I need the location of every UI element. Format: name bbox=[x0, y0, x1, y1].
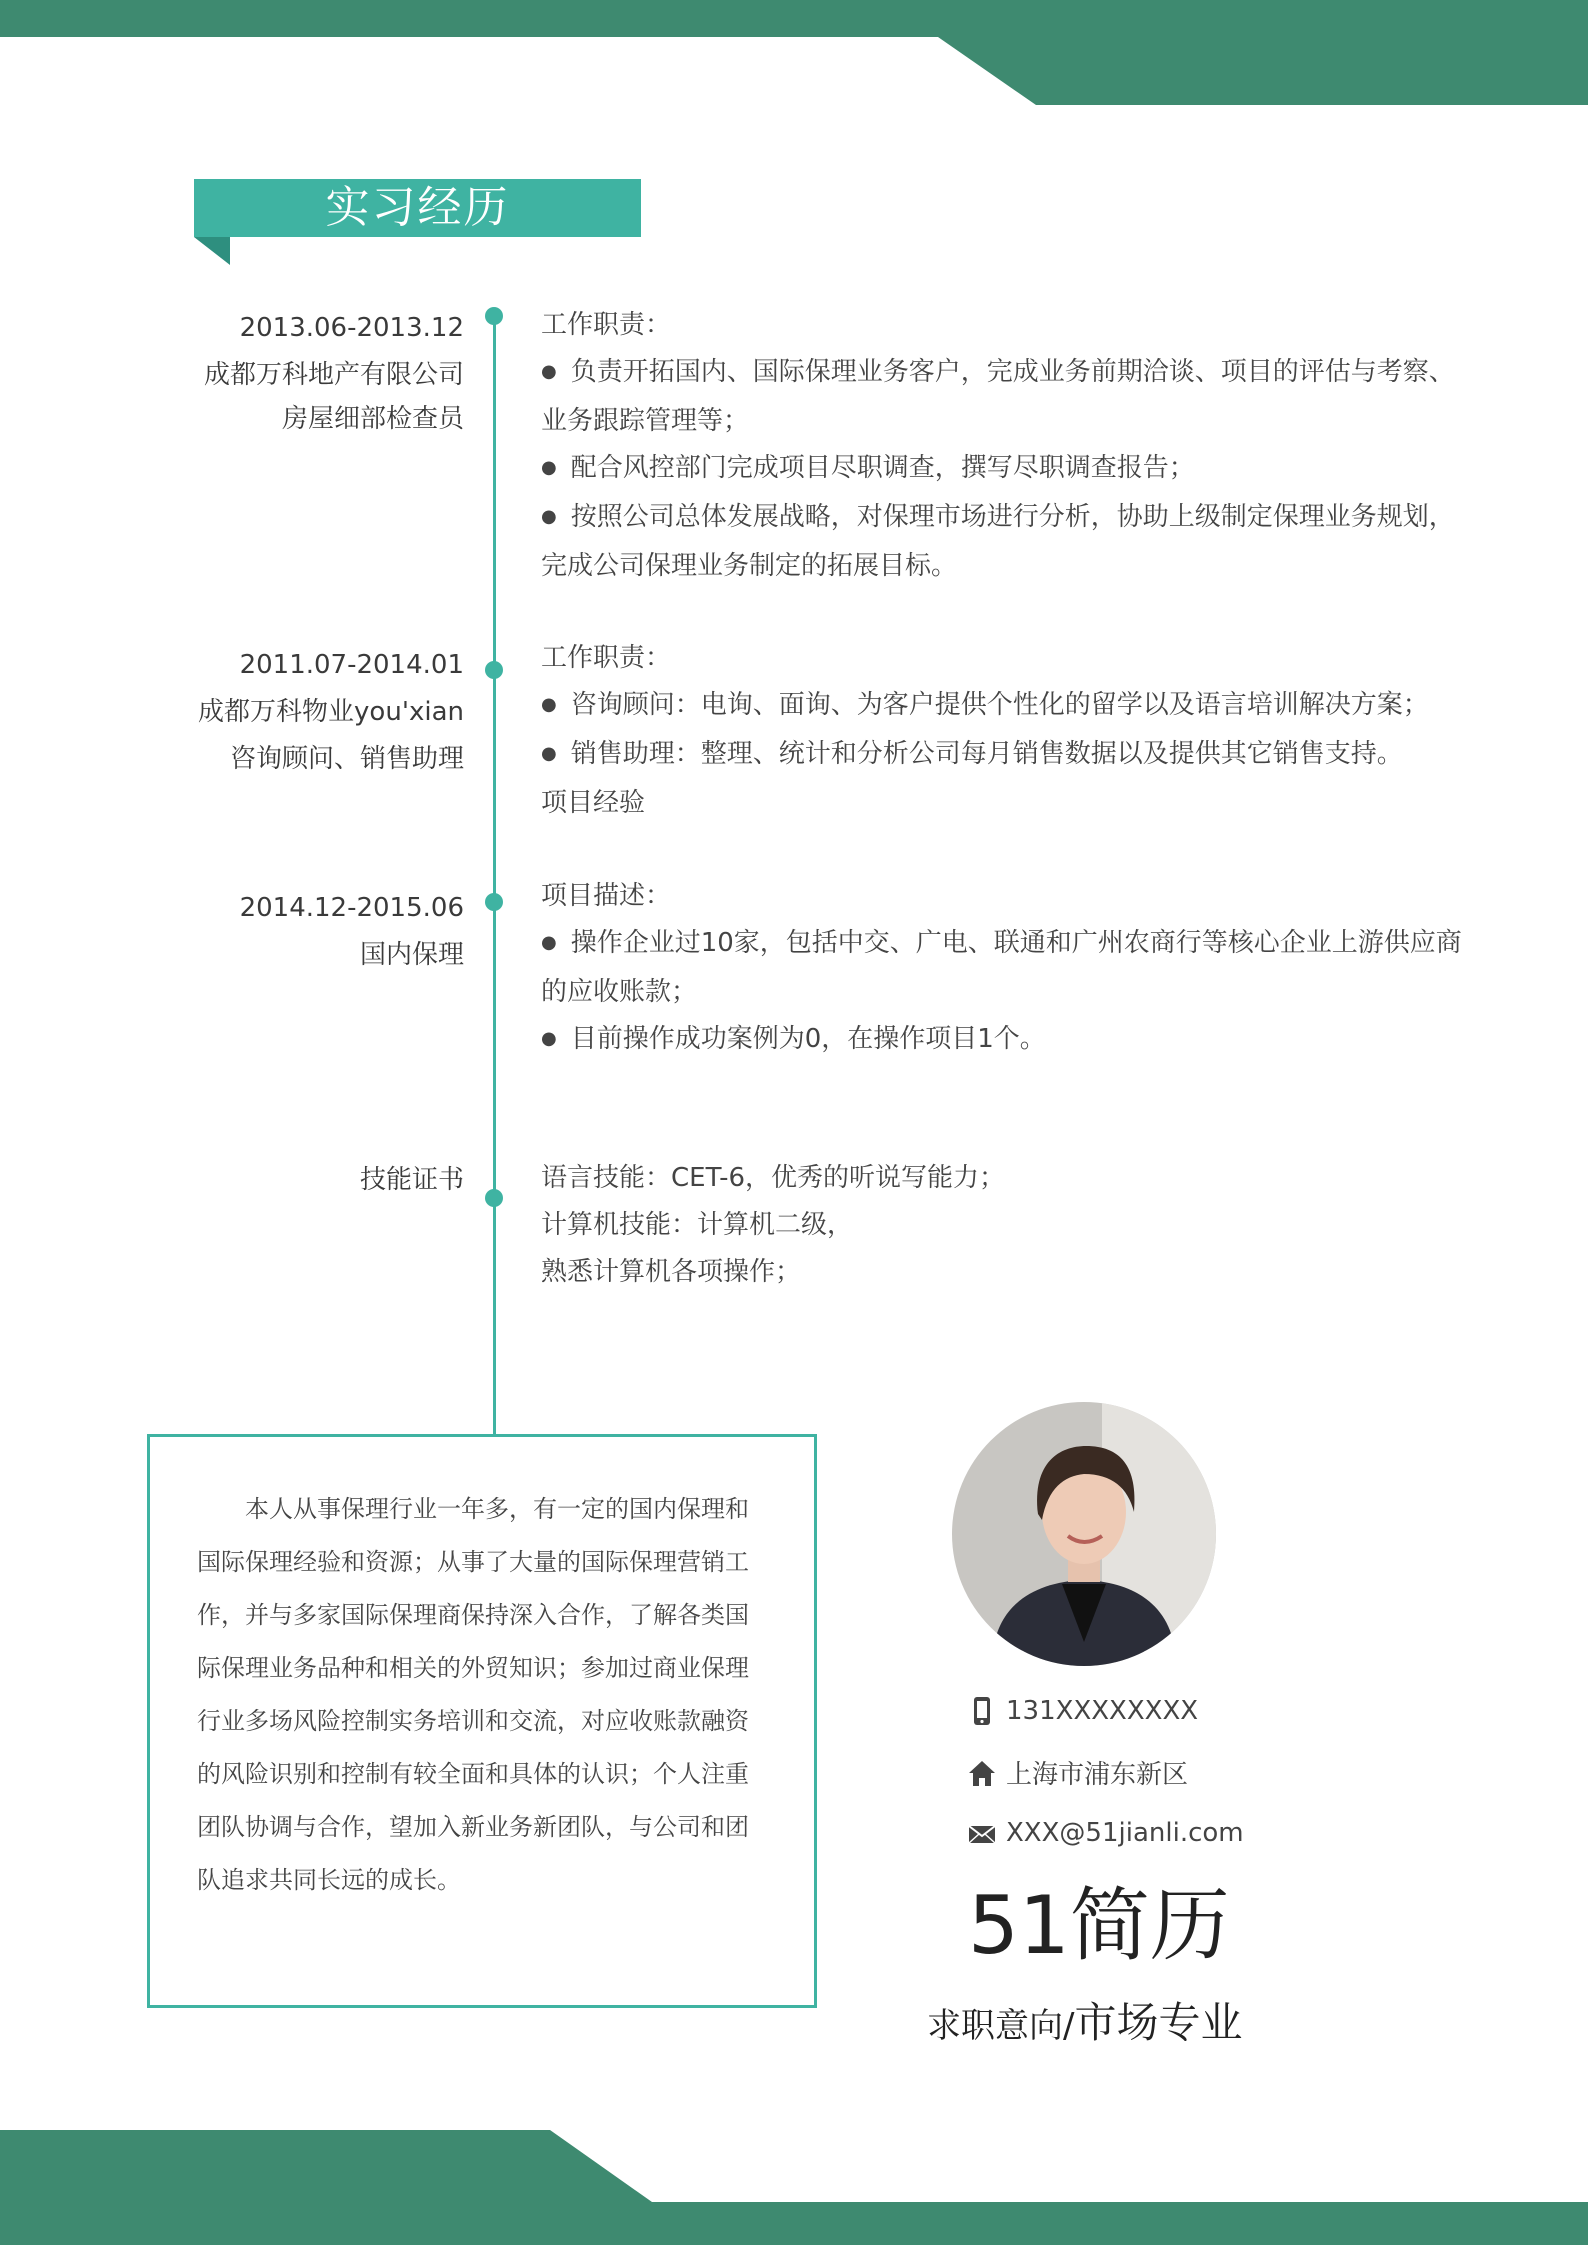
job-intent-value: 市场专业 bbox=[1074, 1998, 1243, 2047]
experience-bullet: ● 目前操作成功案例为0，在操作项目1个。 bbox=[541, 1016, 1471, 1065]
experience-meta bbox=[198, 642, 464, 783]
address-text: 上海市浦东新区 bbox=[1006, 1760, 1189, 1790]
title-fold-decoration bbox=[194, 237, 230, 265]
experience-company: 成都万科物业you'xian bbox=[198, 697, 464, 727]
skills-label: 技能证书 bbox=[359, 1165, 464, 1195]
experience-meta bbox=[240, 885, 464, 979]
experience-date: 2011.07-2014.01 bbox=[239, 650, 464, 680]
home-icon bbox=[968, 1758, 996, 1788]
experience-bullet: ● 咨询顾问：电询、面询、为客户提供个性化的留学以及语言培训解决方案； bbox=[541, 682, 1471, 731]
phone-text: 131XXXXXXXX bbox=[1006, 1696, 1199, 1726]
timeline-dot bbox=[485, 1189, 503, 1207]
experience-bullet: ● 按照公司总体发展战略，对保理市场进行分析，协助上级制定保理业务规划，完成公司保理业务制定的拓展目标。 bbox=[541, 494, 1471, 590]
experience-bullet: ● 销售助理：整理、统计和分析公司每月销售数据以及提供其它销售支持。 bbox=[541, 731, 1471, 780]
experience-meta bbox=[204, 305, 464, 439]
mobile-phone-icon bbox=[968, 1696, 996, 1726]
experience-bullet: ● 操作企业过10家，包括中交、广电、联通和广州农商行等核心企业上游供应商的应收账款； bbox=[541, 920, 1471, 1016]
experience-bullet: ● 负责开拓国内、国际保理业务客户，完成业务前期洽谈、项目的评估与考察、业务跟踪管理等； bbox=[541, 349, 1471, 445]
experience-date: 2013.06-2013.12 bbox=[239, 313, 464, 343]
bottom-banner bbox=[0, 2130, 1588, 2245]
experience-heading: 工作职责： bbox=[541, 643, 672, 673]
experience-trailer: 项目经验 bbox=[541, 788, 646, 818]
skill-line: 熟悉计算机各项操作； bbox=[541, 1257, 802, 1287]
experience-heading: 工作职责： bbox=[541, 310, 672, 340]
experience-bullet: ● 配合风控部门完成项目尽职调查，撰写尽职调查报告； bbox=[541, 445, 1471, 494]
job-intent bbox=[927, 1990, 1242, 2050]
experience-role: 咨询顾问、销售助理 bbox=[229, 744, 464, 774]
experience-details bbox=[541, 635, 1471, 827]
self-summary-text: 本人从事保理行业一年多，有一定的国内保理和国际保理经验和资源；从事了大量的国际保理营销工作，并与多家国际保理商保持深入合作，了解各类国际保理业务品种和相关的外贸知识；参加过商业保理行业多场风险控制实务培训和交流，对应收账款融资的风险识别和控制有较全面和具体的认识；个人注重团队协调与合作，望加入新业务新团队，与公司和团队追求共同长远的成长。 bbox=[197, 1495, 749, 1894]
experience-heading: 项目描述： bbox=[541, 881, 672, 911]
profile-photo bbox=[952, 1402, 1216, 1666]
skills-details bbox=[541, 1155, 1471, 1296]
section-title: 实习经历 bbox=[194, 179, 641, 237]
contact-phone bbox=[968, 1696, 1198, 1726]
email-text: XXX@51jianli.com bbox=[1006, 1818, 1244, 1848]
top-banner bbox=[0, 0, 1588, 110]
timeline-dot bbox=[485, 661, 503, 679]
timeline-dot bbox=[485, 893, 503, 911]
brand-title: 51简历 bbox=[968, 1879, 1230, 1972]
experience-company: 国内保理 bbox=[359, 940, 464, 970]
experience-company: 成都万科地产有限公司 bbox=[203, 360, 464, 390]
experience-details bbox=[541, 302, 1471, 590]
envelope-icon bbox=[968, 1818, 996, 1848]
contact-email bbox=[968, 1818, 1244, 1848]
experience-role: 房屋细部检查员 bbox=[281, 404, 464, 434]
timeline-line bbox=[493, 314, 496, 1434]
self-summary-box bbox=[147, 1434, 817, 2008]
experience-details bbox=[541, 873, 1471, 1065]
skill-line: 语言技能：CET-6，优秀的听说写能力； bbox=[541, 1163, 1006, 1193]
job-intent-label: 求职意向/ bbox=[927, 2006, 1075, 2046]
timeline-dot bbox=[485, 307, 503, 325]
experience-date: 2014.12-2015.06 bbox=[239, 893, 464, 923]
contact-address bbox=[968, 1754, 1188, 1791]
skill-line: 计算机技能：计算机二级， bbox=[541, 1210, 854, 1240]
